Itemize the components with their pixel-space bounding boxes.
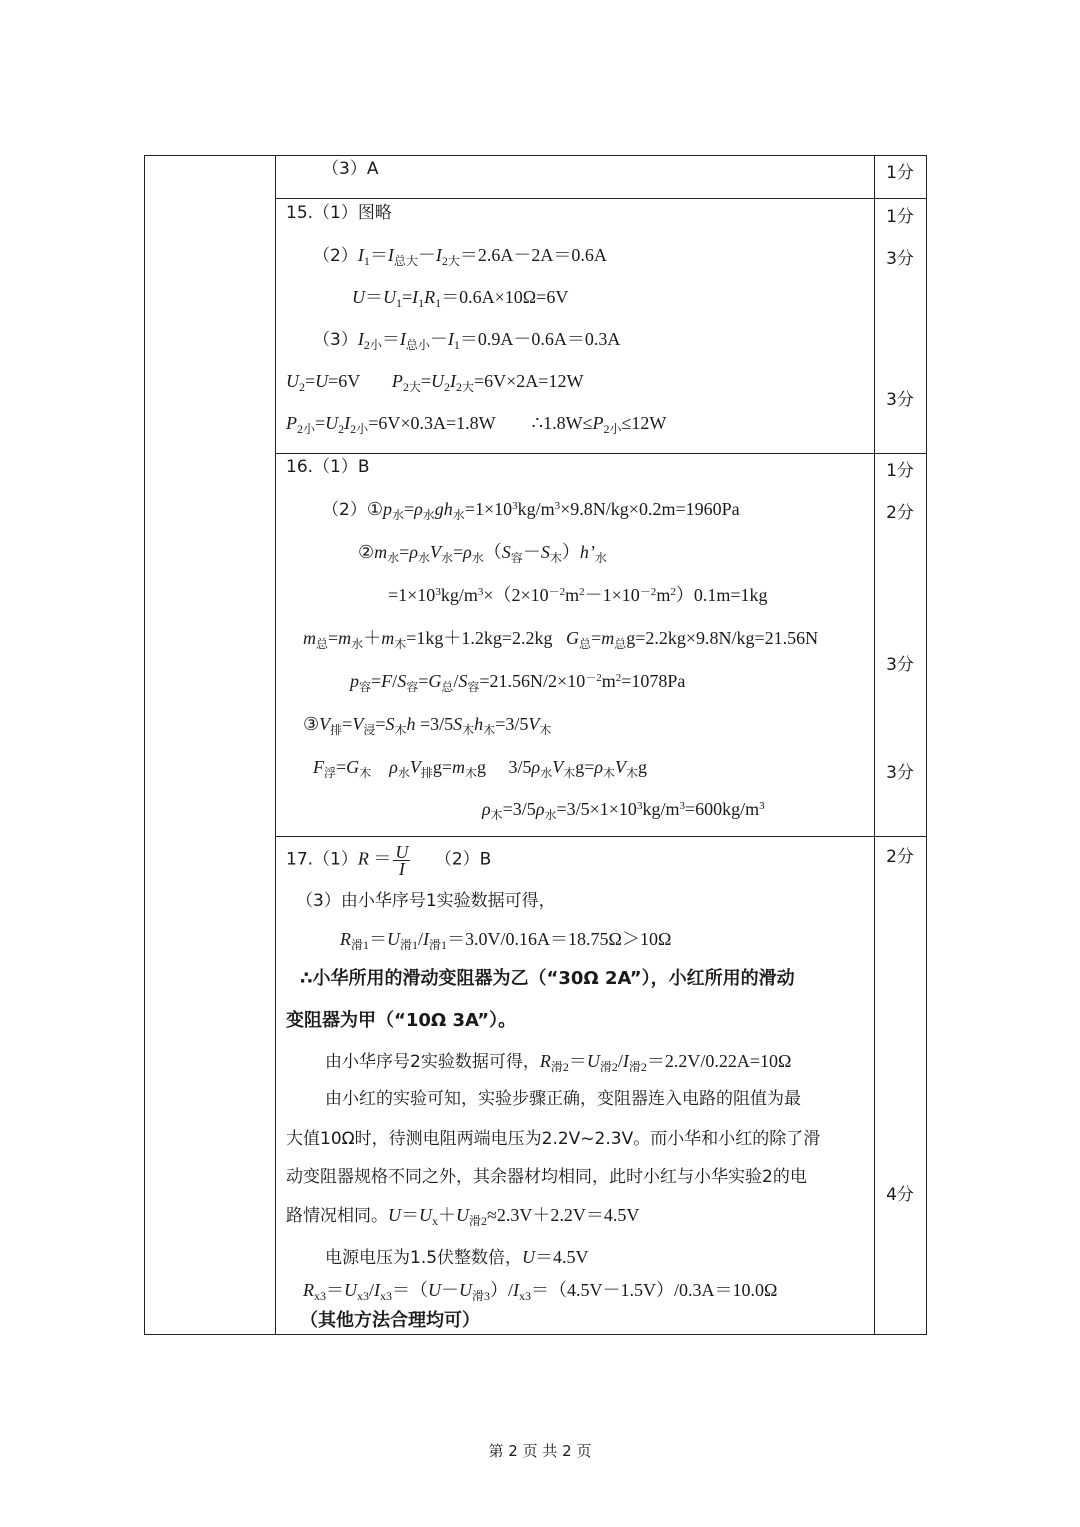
- q17-para-1: 由小红的实验可知，实验步骤正确，变阻器连入电路的阻值为最: [325, 1089, 801, 1109]
- q17-score2: 4分: [886, 1185, 914, 1205]
- q15-label: 15.（1）图略: [286, 203, 392, 223]
- q15-p3-prefix: （3）: [313, 330, 358, 350]
- q17-exp2-prefix: 由小华序号2实验数据可得，: [325, 1052, 540, 1072]
- q17-source: 电源电压为1.5伏整数倍，U＝4.5V: [325, 1247, 589, 1268]
- q15-eq-u: $U=U_1=I_1R_1=0.6A\times 10\Omega=6V$: [352, 287, 569, 310]
- q16-eq-density: $\rho_木=3/5\rho_水=3/5\times 1\times 10^3kg/m^3=600kg/m^3$: [482, 799, 765, 822]
- q15-eq-i1: $(2)I_1=I_{总大}-I_{2大}=2.6A-2A=0.6A$: [313, 245, 607, 268]
- q15-eq-p2min: $P_{2小}=U_2I_{2小}=6V\times 0.3A=1.8W$ $\therefore 1.8W\le P_{2小}\le 12W$: [286, 413, 667, 436]
- q17-header: 17.（1）R ＝ $\frac{U}{I}$ （2）B: [286, 842, 492, 879]
- q16-eq-mass: $②m_水=\rho_水V_水=\rho_水(S_容-S_木)h’_水$: [358, 542, 607, 565]
- q16-label: 16.（1）B: [286, 457, 370, 477]
- q16-eq-pcont: $p_容=F/S_容=G_总/S_容=21.56N/2\times 10^{-2}m^2=1078Pa$: [350, 671, 686, 694]
- row-divider: [275, 453, 926, 454]
- q17-formula-fraction: $\frac{U}{I}$: [395, 842, 409, 879]
- q16-score1: 1分: [886, 461, 914, 481]
- q17-conclude-1: ∴小华所用的滑动变阻器为乙（“30Ω 2A”），小红所用的滑动: [300, 968, 795, 989]
- q16-score3: 3分: [886, 655, 914, 675]
- row-divider: [275, 198, 926, 199]
- q15-eq-p2max: $U_2=U=6V$ $P_{2大}=U_2I_{2大}=6V\times 2A=12W$: [286, 371, 584, 394]
- q16-score4: 3分: [886, 763, 914, 783]
- q17-score1: 2分: [886, 847, 914, 867]
- q17-p3-intro: （3）由小华序号1实验数据可得，: [296, 891, 556, 911]
- q17-p2: （2）B: [434, 849, 492, 870]
- q15-score3: 3分: [886, 390, 914, 410]
- q14-part3: （3）A: [322, 159, 379, 179]
- q16-p2-prefix: （2）: [322, 500, 367, 520]
- q17-para-2: 大值10Ω时，待测电阻两端电压为2.2V~2.3V。而小华和小红的除了滑: [286, 1129, 821, 1149]
- q15-score1: 1分: [886, 207, 914, 227]
- page-footer: 第 2 页 共 2 页: [488, 1442, 592, 1460]
- q17-para-4: 路情况相同。$U=U_x+U_{滑2}\approx 2.3V+2.2V=4.5V$: [286, 1205, 640, 1228]
- column-divider: [874, 156, 875, 1334]
- q17-para-4-prefix: 路情况相同。: [286, 1206, 388, 1226]
- row-divider: [275, 836, 926, 837]
- q17-conclude-2: 变阻器为甲（“10Ω 3A”）。: [286, 1010, 517, 1031]
- q16-eq-buoyancy: $F_浮=G_木$ $\rho_水V_排g=m_木g$ $3/5\rho_水V_木g=\rho_木V_木g$: [313, 757, 648, 780]
- q17-other-methods: （其他方法合理均可）: [300, 1310, 480, 1331]
- q17-eq-r1: $R_{滑1}=U_{滑1}/I_{滑1}=3.0V/0.16A=18.75\Omega>10\Omega$: [340, 929, 672, 952]
- q17-eq-rx3: $R_{x3}=U_{x3}/I_{x3}=(U-U_{滑3})/I_{x3}=(4.5V-1.5V)/0.3A=10.0\Omega$: [303, 1280, 778, 1303]
- q16-eq-pressure: $(2)①p_水=\rho_水gh_水=1\times 10^3kg/m^3\times 9.8N/kg\times 0.2m=1960Pa$: [322, 499, 740, 522]
- q17-source-prefix: 电源电压为1.5伏整数倍，: [325, 1248, 523, 1268]
- q16-eq-total: $m_总=m_水+m_木=1kg+1.2kg=2.2kg$ $G_总=m_总g=2.2kg\times 9.8N/kg=21.56N$: [303, 628, 819, 651]
- q16-eq-volume: $③V_排=V_浸=S_木h =3/5S_木h_木=3/5V_木$: [303, 714, 552, 737]
- q17-para-3: 动变阻器规格不同之外，其余器材均相同，此时小红与小华实验2的电: [286, 1167, 807, 1187]
- q16-score2: 2分: [886, 503, 914, 523]
- q15-p2-prefix: （2）: [313, 246, 358, 266]
- q17-eq-r2: 由小华序号2实验数据可得，$R_{滑2}=U_{滑2}/I_{滑2}=2.2V/0.22A=10\Omega$: [325, 1051, 792, 1074]
- q15-eq-i2: $(3)I_{2小}=I_{总小}-I_1=0.9A-0.6A=0.3A$: [313, 329, 621, 352]
- q17-label: 17.（1）: [286, 849, 358, 870]
- q16-eq-mass2: $=1\times 10^3kg/m^3\times(2\times 10^{-2}m^2-1\times 10^{-2}m^2)0.1m=1kg$: [388, 585, 768, 605]
- q15-score2: 3分: [886, 249, 914, 269]
- q14-score: 1分: [886, 163, 914, 183]
- column-divider: [275, 156, 276, 1334]
